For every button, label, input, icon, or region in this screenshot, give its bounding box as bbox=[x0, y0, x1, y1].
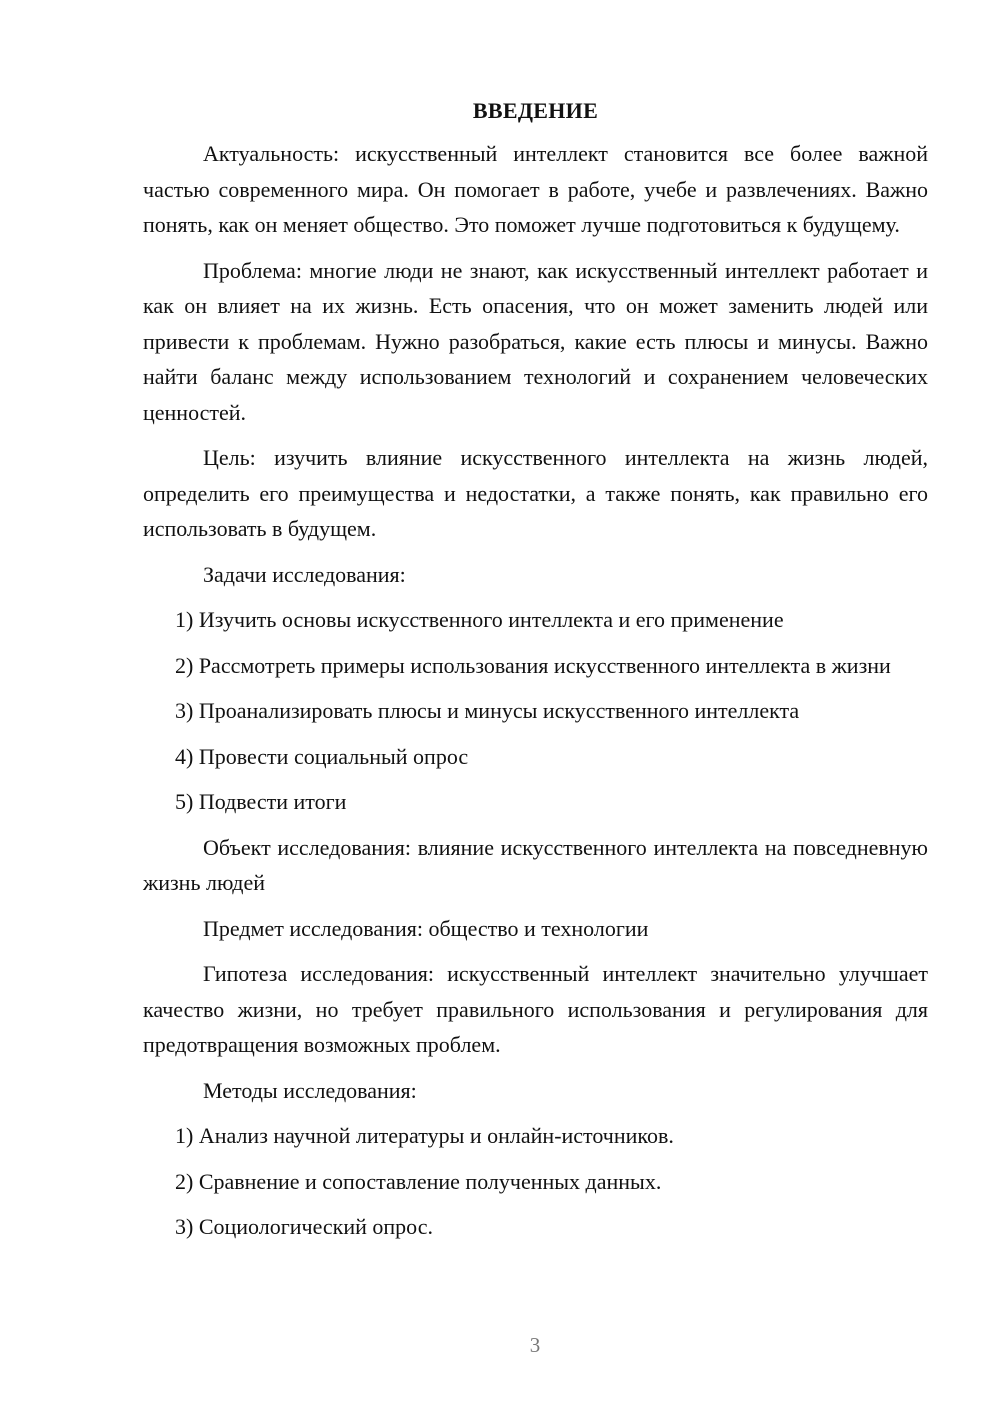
hypothesis-paragraph: Гипотеза исследования: искусственный интеллект значительно улучшает качество жизни, но требует правильного использования и регулирования для предотвращения возможных проблем. bbox=[143, 961, 928, 1057]
document-page bbox=[143, 96, 928, 1255]
section-title: ВВЕДЕНИЕ bbox=[472, 98, 599, 123]
tasks-heading: Задачи исследования: bbox=[203, 561, 406, 587]
object-paragraph: Объект исследования: влияние искусственного интеллекта на повседневную жизнь людей bbox=[143, 834, 928, 895]
task-item: 4) Провести социальный опрос bbox=[175, 743, 469, 769]
task-item: 2) Рассмотреть примеры использования искусственного интеллекта в жизни bbox=[175, 652, 891, 678]
goal-paragraph: Цель: изучить влияние искусственного интеллекта на жизнь людей, определить его преимущества и недостатки, а также понять, как правильно его использовать в будущем. bbox=[143, 445, 928, 541]
method-item: 1) Анализ научной литературы и онлайн-источников. bbox=[175, 1123, 674, 1148]
task-item: 3) Проанализировать плюсы и минусы искусственного интеллекта bbox=[175, 698, 800, 723]
problem-paragraph: Проблема: многие люди не знают, как искусственный интеллект работает и как он влияет на их жизнь. Есть опасения, что он может заменить людей или привести к проблемам. Нужно разобраться, какие есть плюсы и минусы. Важно найти баланс между использованием технологий и сохранением человеческих ценностей. bbox=[143, 257, 928, 425]
task-item: 5) Подвести итоги bbox=[175, 789, 347, 814]
task-item: 1) Изучить основы искусственного интеллекта и его применение bbox=[175, 607, 784, 632]
page-number: 3 bbox=[529, 1333, 541, 1357]
method-item: 3) Социологический опрос. bbox=[175, 1214, 433, 1239]
methods-heading: Методы исследования: bbox=[203, 1077, 417, 1103]
method-item: 2) Сравнение и сопоставление полученных данных. bbox=[175, 1168, 662, 1194]
subject-paragraph: Предмет исследования: общество и технологии bbox=[203, 915, 649, 941]
relevance-paragraph: Актуальность: искусственный интеллект становится все более важной частью современного мира. Он помогает в работе, учебе и развлечениях. Важно понять, как он меняет общество. Это поможет лучше подготовиться к будущему. bbox=[143, 141, 928, 237]
